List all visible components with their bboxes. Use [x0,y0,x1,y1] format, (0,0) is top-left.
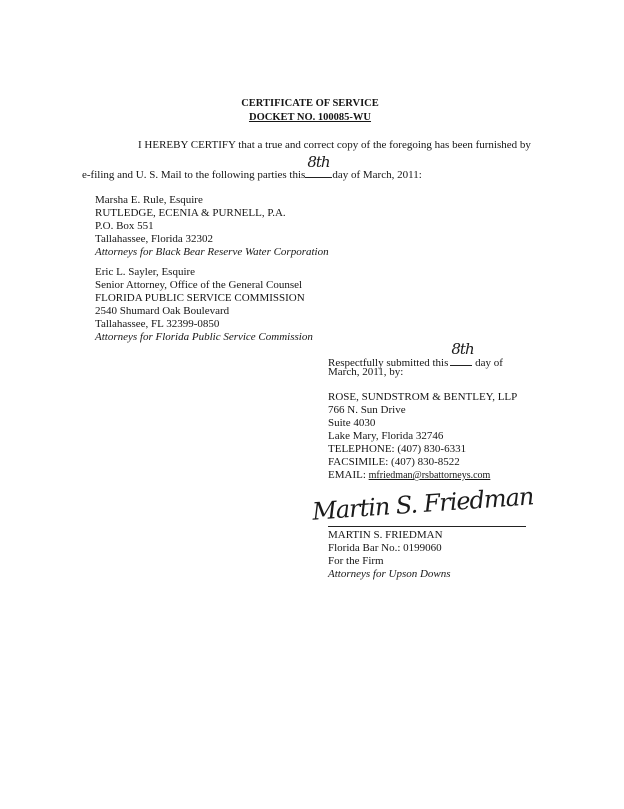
docket-number: DOCKET NO. 100085-WU [248,112,372,123]
signer-block [328,529,451,581]
recipient-block-2 [95,266,313,344]
firm-line: ROSE, SUNDSTROM & BENTLEY, LLP [328,391,518,403]
recipient-block-1 [95,194,329,259]
submitted-before: Respectfully submitted this [328,357,449,369]
firm-line: TELEPHONE: (407) 830-6331 [328,443,467,455]
recipient-1-line: P.O. Box 551 [95,220,154,232]
certificate-title: CERTIFICATE OF SERVICE [241,98,379,109]
recipient-2-line: Senior Attorney, Office of the General Counsel [95,279,303,291]
firm-line: 766 N. Sun Drive [328,404,406,416]
day-blank [305,153,332,178]
recipient-1-line: Tallahassee, Florida 32302 [95,233,214,245]
recipient-1-line: Marsha E. Rule, Esquire [95,194,203,206]
recipient-2-line: Eric L. Sayler, Esquire [95,266,196,278]
certify-line-2-after: day of March, 2011: [332,169,422,181]
submitted-after: day of [475,357,503,369]
recipient-1-line: RUTLEDGE, ECENIA & PURNELL, P.A. [95,207,286,219]
firm-line: Lake Mary, Florida 32746 [328,430,444,442]
firm-line: FACSIMILE: (407) 830-8522 [328,456,460,468]
firm-email-line [328,469,517,482]
recipient-2-role: Attorneys for Florida Public Service Commission [95,331,313,343]
firm-block [328,391,517,482]
certify-line-2-before: e-filing and U. S. Mail to the following parties this [82,169,306,181]
recipient-2-line: FLORIDA PUBLIC SERVICE COMMISSION [95,292,305,304]
signer-name: MARTIN S. FRIEDMAN [328,529,443,541]
signer-firm: For the Firm [328,555,384,567]
email-label: EMAIL: [328,469,366,481]
firm-line: Suite 4030 [328,417,376,429]
recipient-1-role: Attorneys for Black Bear Reserve Water Corporation [95,246,329,258]
signature-line [328,526,526,527]
recipient-2-line: Tallahassee, FL 32399-0850 [95,318,220,330]
certify-line-2 [82,153,422,182]
submitted-line-2: March, 2011, by: [328,366,404,378]
handwritten-submitted-day: 8th [451,340,474,358]
signer-bar-number: Florida Bar No.: 0199060 [328,542,442,554]
handwritten-signature: Martin S. Friedman [311,482,535,526]
certify-line-1: I HEREBY CERTIFY that a true and correct copy of the foregoing has been furnished by [138,139,531,151]
signer-role: Attorneys for Upson Downs [328,568,451,580]
email-link[interactable]: mfriedman@rsbattorneys.com [368,470,491,481]
submitted-day-blank [450,340,474,366]
handwritten-day: 8th [307,153,330,171]
recipient-2-line: 2540 Shumard Oak Boulevard [95,305,230,317]
